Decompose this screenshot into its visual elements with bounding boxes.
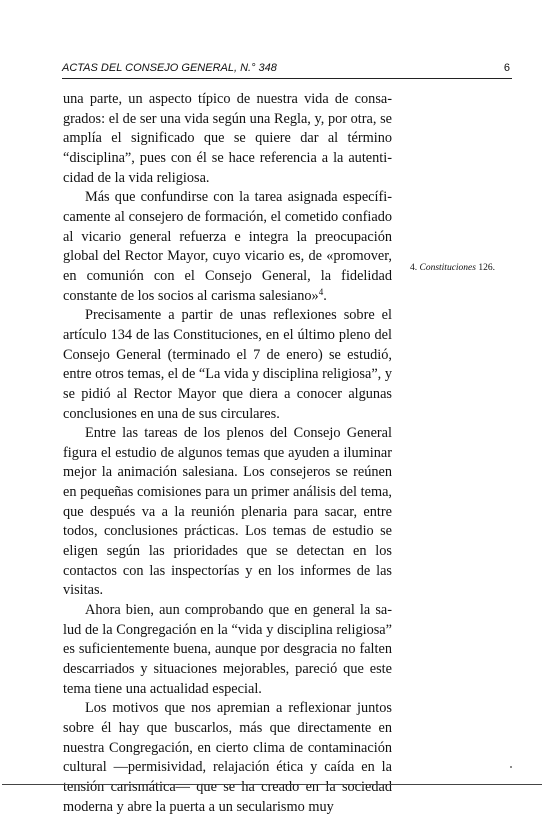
- paragraph: Los motivos que nos apremian a reflexionar juntos sobre él hay que buscarlos, más que directamente en nuestra Congregación, en cierto clima de contaminación cultural —permisividad, relajación ética y caída en la tensión carismática— que se ha creado en la sociedad moderna y abre la puerta a un secularismo muy: [63, 700, 392, 815]
- footnote-reference: 4: [318, 286, 324, 297]
- paragraph-text: Más que confundirse con la tarea asignada específicamente al consejero de formación, el cometido confiado al vicario general refuerza e integra la preocupación global del Rector Mayor, cuyo vicario es, de «promover, en comunión con el Consejo General, la fidelidad constante de los socios al carisma salesiano»: [63, 189, 392, 304]
- footnote-article: 126.: [478, 263, 495, 273]
- paragraph: Ahora bien, aun comprobando que en general la salud de la Congregación en la “vida y disciplina religiosa” es suficientemente buena, aunque por desgracia no falten descarriados y situaciones mejorables, pareció que este tema tiene una actualidad especial.: [63, 602, 392, 697]
- header-rule: [62, 78, 512, 79]
- footnote-source: Constituciones: [419, 263, 476, 273]
- paragraph: [63, 188, 392, 306]
- paragraph: una parte, un aspecto típico de nuestra vida de consagrados: el de ser una vida según una Regla, y, por otra, se amplía el significado que se quiere dar al término “disciplina”, pues con él se hace referencia a la autenticidad de la vida religiosa.: [63, 91, 392, 186]
- page-number: 6: [503, 62, 510, 74]
- running-head-title: ACTAS DEL CONSEJO GENERAL, N.° 348: [62, 62, 277, 74]
- paragraph-text-end: .: [323, 287, 327, 304]
- margin-footnote: [410, 263, 495, 273]
- page-bottom-edge: [2, 784, 542, 785]
- scan-speck: [510, 766, 512, 768]
- paragraph: Entre las tareas de los plenos del Consejo General figura el estudio de algunos temas que ayuden a iluminar mejor la animación salesiana. Los consejeros se reúnen en pequeñas comisiones para un primer análisis del tema, que después va a la reunión plenaria para sacar, entre todos, conclusiones prácticas. Los temas de estudio se eligen según las prioridades que se detectan en los contactos con las inspectorías y en los informes de las visitas.: [63, 425, 392, 599]
- footnote-number: 4.: [410, 263, 418, 273]
- body-text: [63, 90, 392, 817]
- running-head: [62, 62, 510, 78]
- paragraph: Precisamente a partir de unas reflexiones sobre el artículo 134 de las Constituciones, en el último pleno del Consejo General (terminado el 7 de enero) se estudió, entre otros temas, el de “La vida y disciplina religiosa”, y se pidió al Rector Mayor que diera a conocer algunas conclusiones en una de sus circulares.: [63, 307, 392, 422]
